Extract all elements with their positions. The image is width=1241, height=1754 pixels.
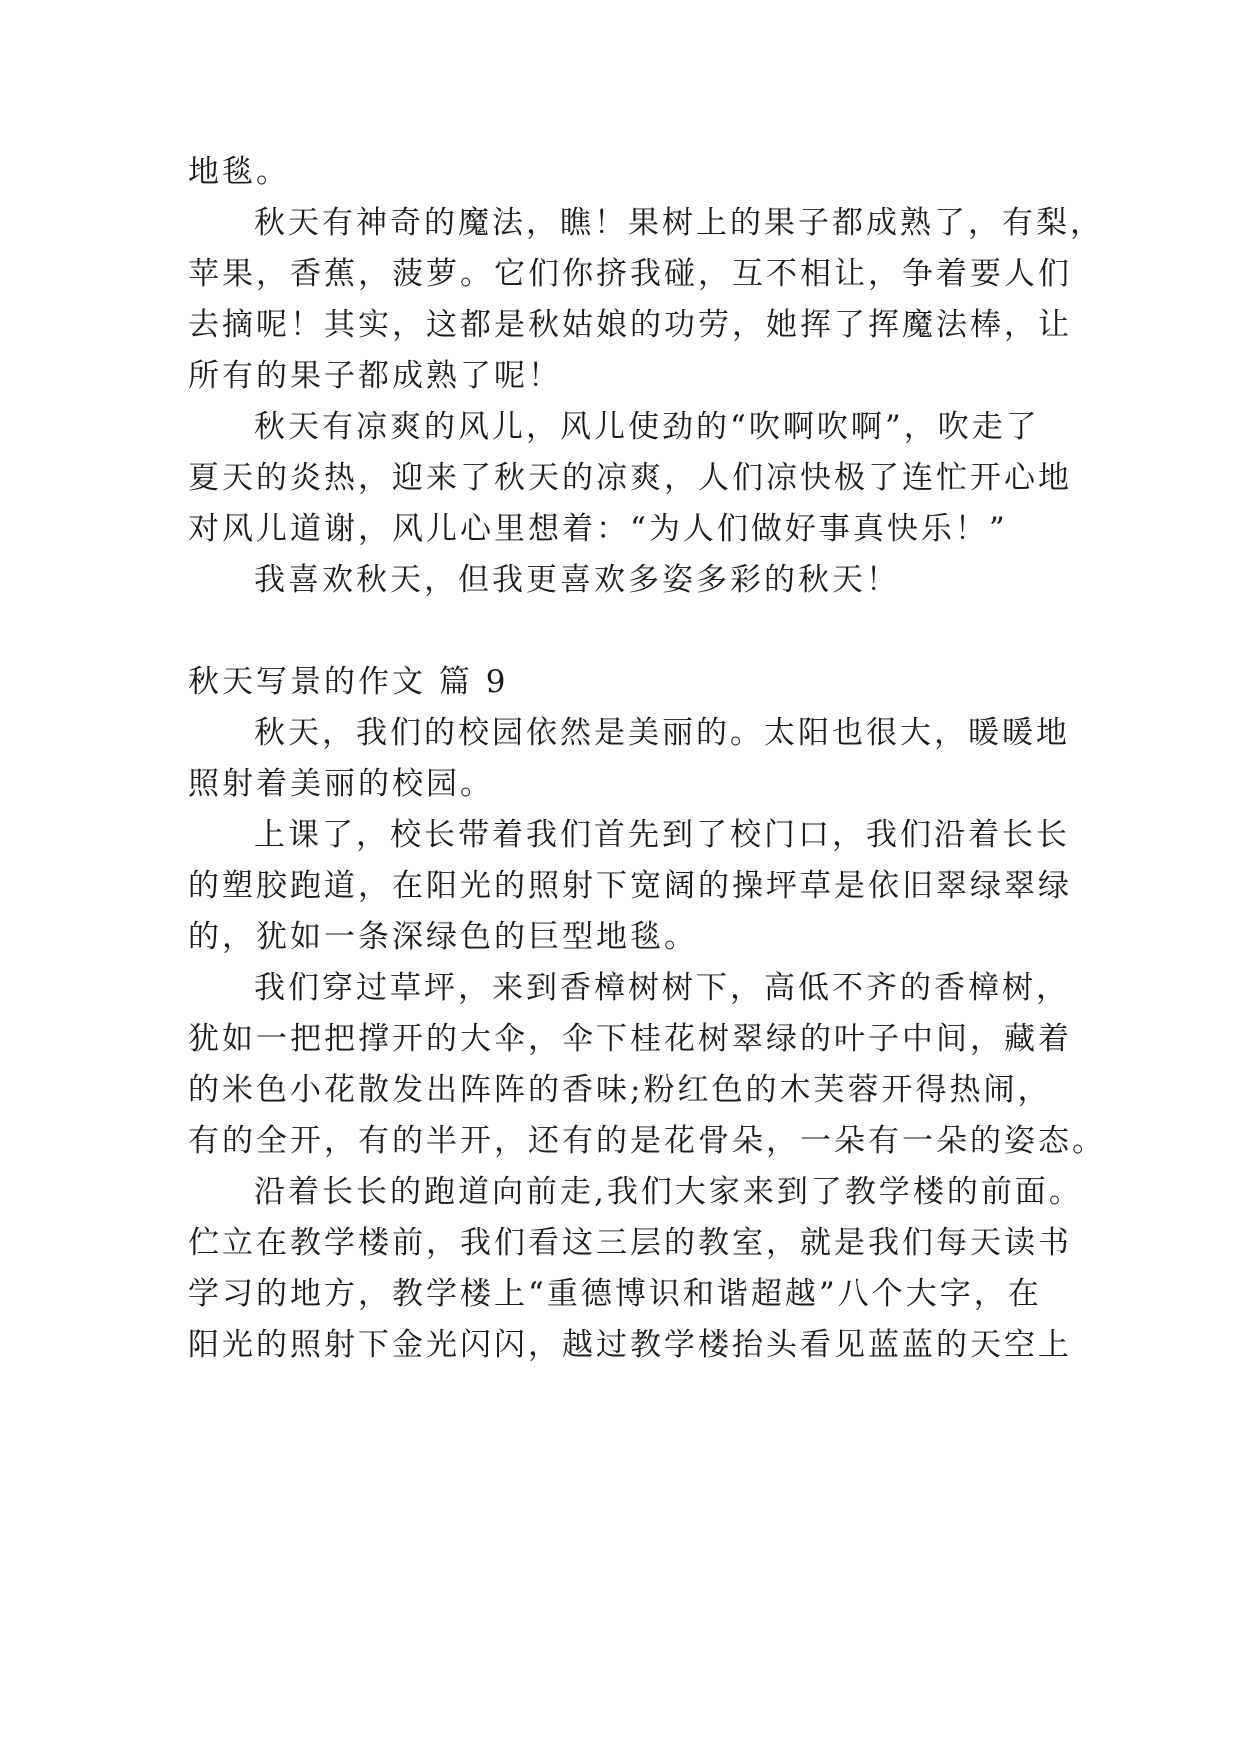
paragraph-line: 对风儿道谢，风儿心里想着：“为人们做好事真快乐！” <box>188 511 1008 547</box>
paragraph-line: 秋天有凉爽的风儿，风儿使劲的“吹啊吹啊”，吹走了 <box>254 409 1040 445</box>
paragraph-line: 地毯。 <box>188 154 290 190</box>
paragraph-line: 我喜欢秋天，但我更喜欢多姿多彩的秋天！ <box>254 562 900 598</box>
paragraph-line: 夏天的炎热，迎来了秋天的凉爽，人们凉快极了连忙开心地 <box>188 460 1072 496</box>
paragraph-line: 学习的地方，教学楼上“重德博识和谐超越”八个大字，在 <box>188 1276 1042 1312</box>
paragraph-line: 的塑胶跑道，在阳光的照射下宽阔的操坪草是依旧翠绿翠绿 <box>188 868 1072 904</box>
paragraph-line: 犹如一把把撑开的大伞，伞下桂花树翠绿的叶子中间，藏着 <box>188 1021 1072 1057</box>
section-heading: 秋天写景的作文 篇 9 <box>188 664 509 700</box>
paragraph-line: 所有的果子都成熟了呢！ <box>188 358 562 394</box>
paragraph-line: 秋天，我们的校园依然是美丽的。太阳也很大，暖暖地 <box>254 715 1070 751</box>
paragraph-line: 秋天有神奇的魔法，瞧！果树上的果子都成熟了，有梨， <box>254 205 1104 241</box>
paragraph-line: 照射着美丽的校园。 <box>188 766 494 802</box>
paragraph-line: 的米色小花散发出阵阵的香味;粉红色的木芙蓉开得热闹， <box>188 1072 1052 1108</box>
paragraph-line: 我们穿过草坪，来到香樟树树下，高低不齐的香樟树， <box>254 970 1070 1006</box>
paragraph-line: 的，犹如一条深绿色的巨型地毯。 <box>188 919 698 955</box>
paragraph-line: 伫立在教学楼前，我们看这三层的教室，就是我们每天读书 <box>188 1225 1072 1261</box>
paragraph-line: 沿着长长的跑道向前走,我们大家来到了教学楼的前面。 <box>254 1174 1083 1210</box>
paragraph-line: 有的全开，有的半开，还有的是花骨朵，一朵有一朵的姿态。 <box>188 1123 1106 1159</box>
paragraph-line: 阳光的照射下金光闪闪，越过教学楼抬头看见蓝蓝的天空上 <box>188 1327 1072 1363</box>
paragraph-line: 苹果，香蕉，菠萝。它们你挤我碰，互不相让，争着要人们 <box>188 256 1072 292</box>
paragraph-line: 去摘呢！其实，这都是秋姑娘的功劳，她挥了挥魔法棒，让 <box>188 307 1072 343</box>
paragraph-line: 上课了，校长带着我们首先到了校门口，我们沿着长长 <box>254 817 1070 853</box>
